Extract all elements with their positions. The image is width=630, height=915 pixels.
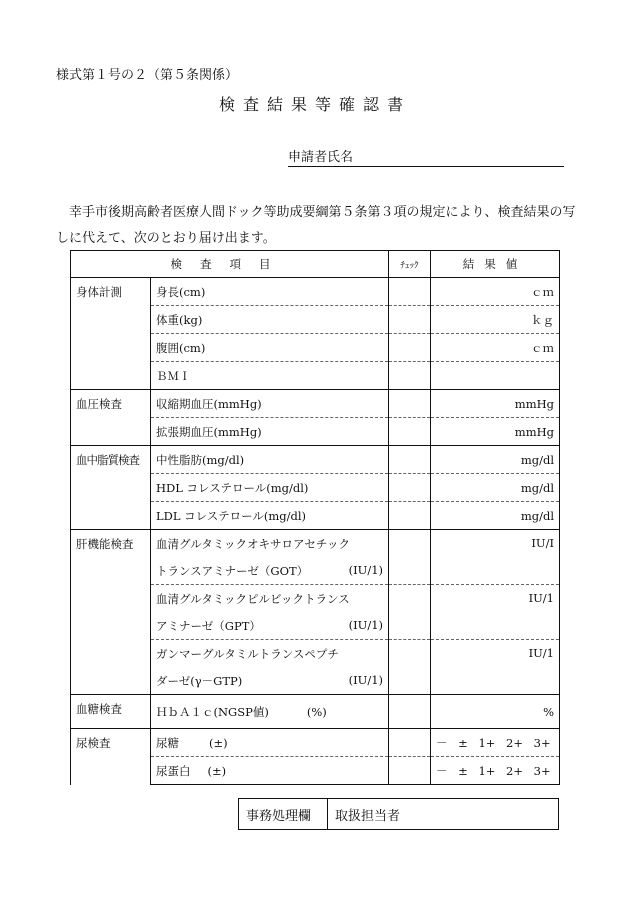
- check-cell[interactable]: [389, 418, 431, 446]
- result-gpt[interactable]: IU/1: [431, 585, 560, 640]
- result-ldl[interactable]: mg/dl: [431, 502, 560, 530]
- category-body-measurement: 身体計測: [71, 278, 151, 390]
- handler-label: 取扱担当者: [335, 808, 401, 824]
- check-cell[interactable]: [389, 640, 431, 695]
- item-height: 身長(cm): [151, 278, 389, 306]
- item-hdl: HDL コレステロール(mg/dl): [151, 474, 389, 502]
- check-cell[interactable]: [389, 390, 431, 418]
- item-got-line2: トランスアミナーゼ（GOT） (IU/1): [151, 557, 389, 585]
- result-bmi[interactable]: [431, 362, 560, 390]
- handler-field[interactable]: [328, 799, 559, 830]
- item-ldl: LDL コレステロール(mg/dl): [151, 502, 389, 530]
- header-exam-item: 検査項目: [71, 251, 389, 278]
- result-waist[interactable]: ｃｍ: [431, 334, 560, 362]
- intro-text: 幸手市後期高齢者医療人間ドック等助成要綱第５条第３項の規定により、検査結果の写しに代えて、次のとおり届け出ます。: [56, 205, 576, 246]
- check-cell[interactable]: [389, 278, 431, 306]
- table-header-row: [71, 251, 560, 278]
- header-result: 結果値: [431, 251, 560, 278]
- result-urine-sugar[interactable]: － ± 1+ 2+ 3+: [431, 729, 560, 757]
- office-label: 事務処理欄: [239, 799, 328, 830]
- check-cell[interactable]: [389, 306, 431, 334]
- item-systolic: 収縮期血圧(mmHg): [151, 390, 389, 418]
- category-blood-sugar: 血糖検査: [71, 695, 151, 729]
- table-row: [71, 695, 560, 729]
- check-cell[interactable]: [389, 334, 431, 362]
- item-diastolic: 拡張期血圧(mmHg): [151, 418, 389, 446]
- item-urine-protein: 尿蛋白 (±): [151, 757, 389, 785]
- category-liver-function: 肝機能検査: [71, 530, 151, 695]
- item-triglyceride: 中性脂肪(mg/dl): [151, 446, 389, 474]
- result-diastolic[interactable]: mmHg: [431, 418, 560, 446]
- applicant-name-field[interactable]: [288, 146, 564, 167]
- result-triglyceride[interactable]: mg/dl: [431, 446, 560, 474]
- check-cell[interactable]: [389, 362, 431, 390]
- check-cell[interactable]: [389, 695, 431, 729]
- check-cell[interactable]: [389, 446, 431, 474]
- result-height[interactable]: ｃｍ: [431, 278, 560, 306]
- table-row: [71, 530, 560, 558]
- item-ggtp-line2: ダーゼ(γ－GTP) (IU/1): [151, 667, 389, 695]
- check-cell[interactable]: [389, 502, 431, 530]
- exam-results-table: [70, 250, 560, 785]
- result-urine-protein[interactable]: － ± 1+ 2+ 3+: [431, 757, 560, 785]
- check-cell[interactable]: [389, 474, 431, 502]
- item-ggtp-line1: ガンマーグルタミルトランスペプチ: [151, 640, 389, 668]
- office-processing-box: [238, 798, 559, 830]
- document-title: 検査結果等確認書: [218, 95, 411, 114]
- check-cell[interactable]: [389, 757, 431, 785]
- result-weight[interactable]: ｋｇ: [431, 306, 560, 334]
- item-gpt-line2: アミナーゼ（GPT） (IU/1): [151, 612, 389, 640]
- table-row: [71, 278, 560, 306]
- item-bmi: ＢＭＩ: [151, 362, 389, 390]
- result-hdl[interactable]: mg/dl: [431, 474, 560, 502]
- table-row: [71, 729, 560, 757]
- category-blood-lipid: 血中脂質検査: [71, 446, 151, 530]
- header-check: ﾁｪｯｸ: [389, 251, 431, 278]
- table-row: [71, 390, 560, 418]
- category-urine: 尿検査: [71, 729, 151, 785]
- result-hba1c[interactable]: %: [431, 695, 560, 729]
- item-urine-sugar: 尿糖 (±): [151, 729, 389, 757]
- result-ggtp[interactable]: IU/1: [431, 640, 560, 695]
- item-weight: 体重(kg): [151, 306, 389, 334]
- table-row: [71, 446, 560, 474]
- category-blood-pressure: 血圧検査: [71, 390, 151, 446]
- item-hba1c: ＨｂＡ１ｃ(NGSP値) (%): [151, 695, 389, 729]
- form-number: 様式第１号の２（第５条関係）: [56, 68, 239, 83]
- check-cell[interactable]: [389, 729, 431, 757]
- check-cell[interactable]: [389, 530, 431, 585]
- check-cell[interactable]: [389, 585, 431, 640]
- result-systolic[interactable]: mmHg: [431, 390, 560, 418]
- item-gpt-line1: 血清グルタミックピルビックトランス: [151, 585, 389, 613]
- applicant-name-label: 申請者氏名: [288, 150, 354, 165]
- item-waist: 腹囲(cm): [151, 334, 389, 362]
- result-got[interactable]: IU/I: [431, 530, 560, 585]
- item-got-line1: 血清グルタミックオキサロアセチック: [151, 530, 389, 558]
